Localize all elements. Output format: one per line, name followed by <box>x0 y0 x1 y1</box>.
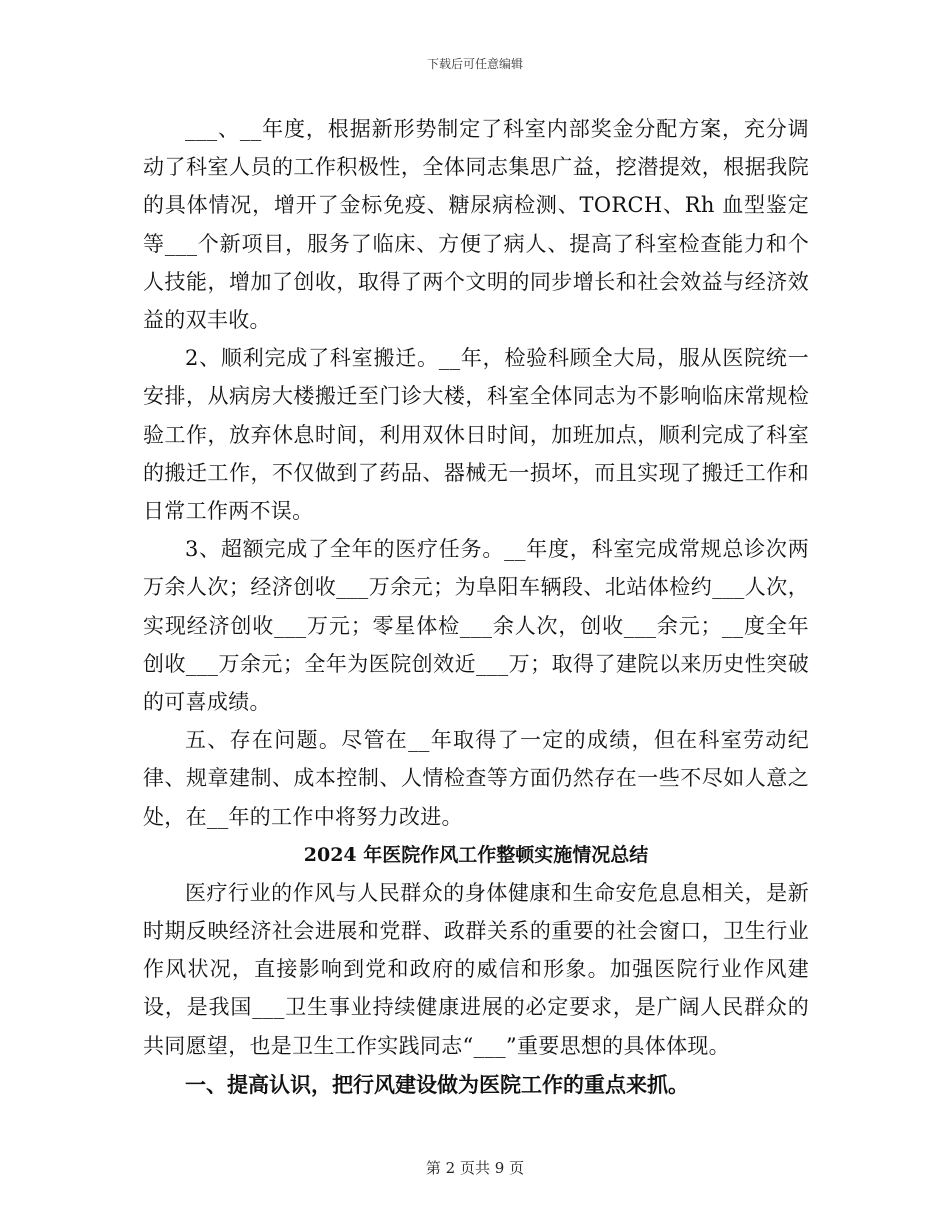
paragraph-medical-tasks: 3、超额完成了全年的医疗任务。__年度，科室完成常规总诊次两万余人次；经济创收___万余元；为阜阳车辆段、北站体检约___人次，实现经济创收___万元；零星体检___余人次，创收___余元；__度全年创收___万余元；全年为医院创效近___万；取得了建院以来历史性突破的可喜成绩。 <box>143 537 809 715</box>
paragraph-problems: 五、存在问题。尽管在__年取得了一定的成绩，但在科室劳动纪律、规章建制、成本控制、人情检查等方面仍然存在一些不尽如人意之处，在__年的工作中将努力改进。 <box>143 728 809 829</box>
document-body <box>143 110 809 1105</box>
paragraph-relocation: 2、顺利完成了科室搬迁。__年，检验科顾全大局，服从医院统一安排，从病房大楼搬迁至门诊大楼，科室全体同志为不影响临床常规检验工作，放弃休息时间，利用双休日时间，加班加点，顺利完成了科室的搬迁工作，不仅做到了药品、器械无一损坏，而且实现了搬迁工作和日常工作两不误。 <box>143 346 809 524</box>
page-header: 下载后可任意编辑 <box>426 57 523 71</box>
paragraph-bonus-plan: ___、__年度，根据新形势制定了科室内部奖金分配方案，充分调动了科室人员的工作积极性，全体同志集思广益，挖潜提效，根据我院的具体情况，增开了金标免疫、糖尿病检测、TORCH、Rh 血型鉴定等___个新项目，服务了临床、方便了病人、提高了科室检查能力和个人技能，增加了创收，取得了两个文明的同步增长和社会效益与经济效益的双丰收。 <box>143 117 809 333</box>
subheading: 一、提高认识，把行风建设做为医院工作的重点来抓。 <box>185 1071 689 1097</box>
page-footer: 第 2 页共 9 页 <box>425 1159 525 1177</box>
section-title: 2024 年医院作风工作整顿实施情况总结 <box>303 843 649 866</box>
paragraph-intro: 医疗行业的作风与人民群众的身体健康和生命安危息息相关，是新时期反映经济社会进展和党群、政群关系的重要的社会窗口，卫生行业作风状况，直接影响到党和政府的威信和形象。加强医院行业作风建设，是我国___卫生事业持续健康进展的必定要求，是广阔人民群众的共同愿望，也是卫生工作实践同志“___”重要思想的具体体现。 <box>143 880 809 1058</box>
